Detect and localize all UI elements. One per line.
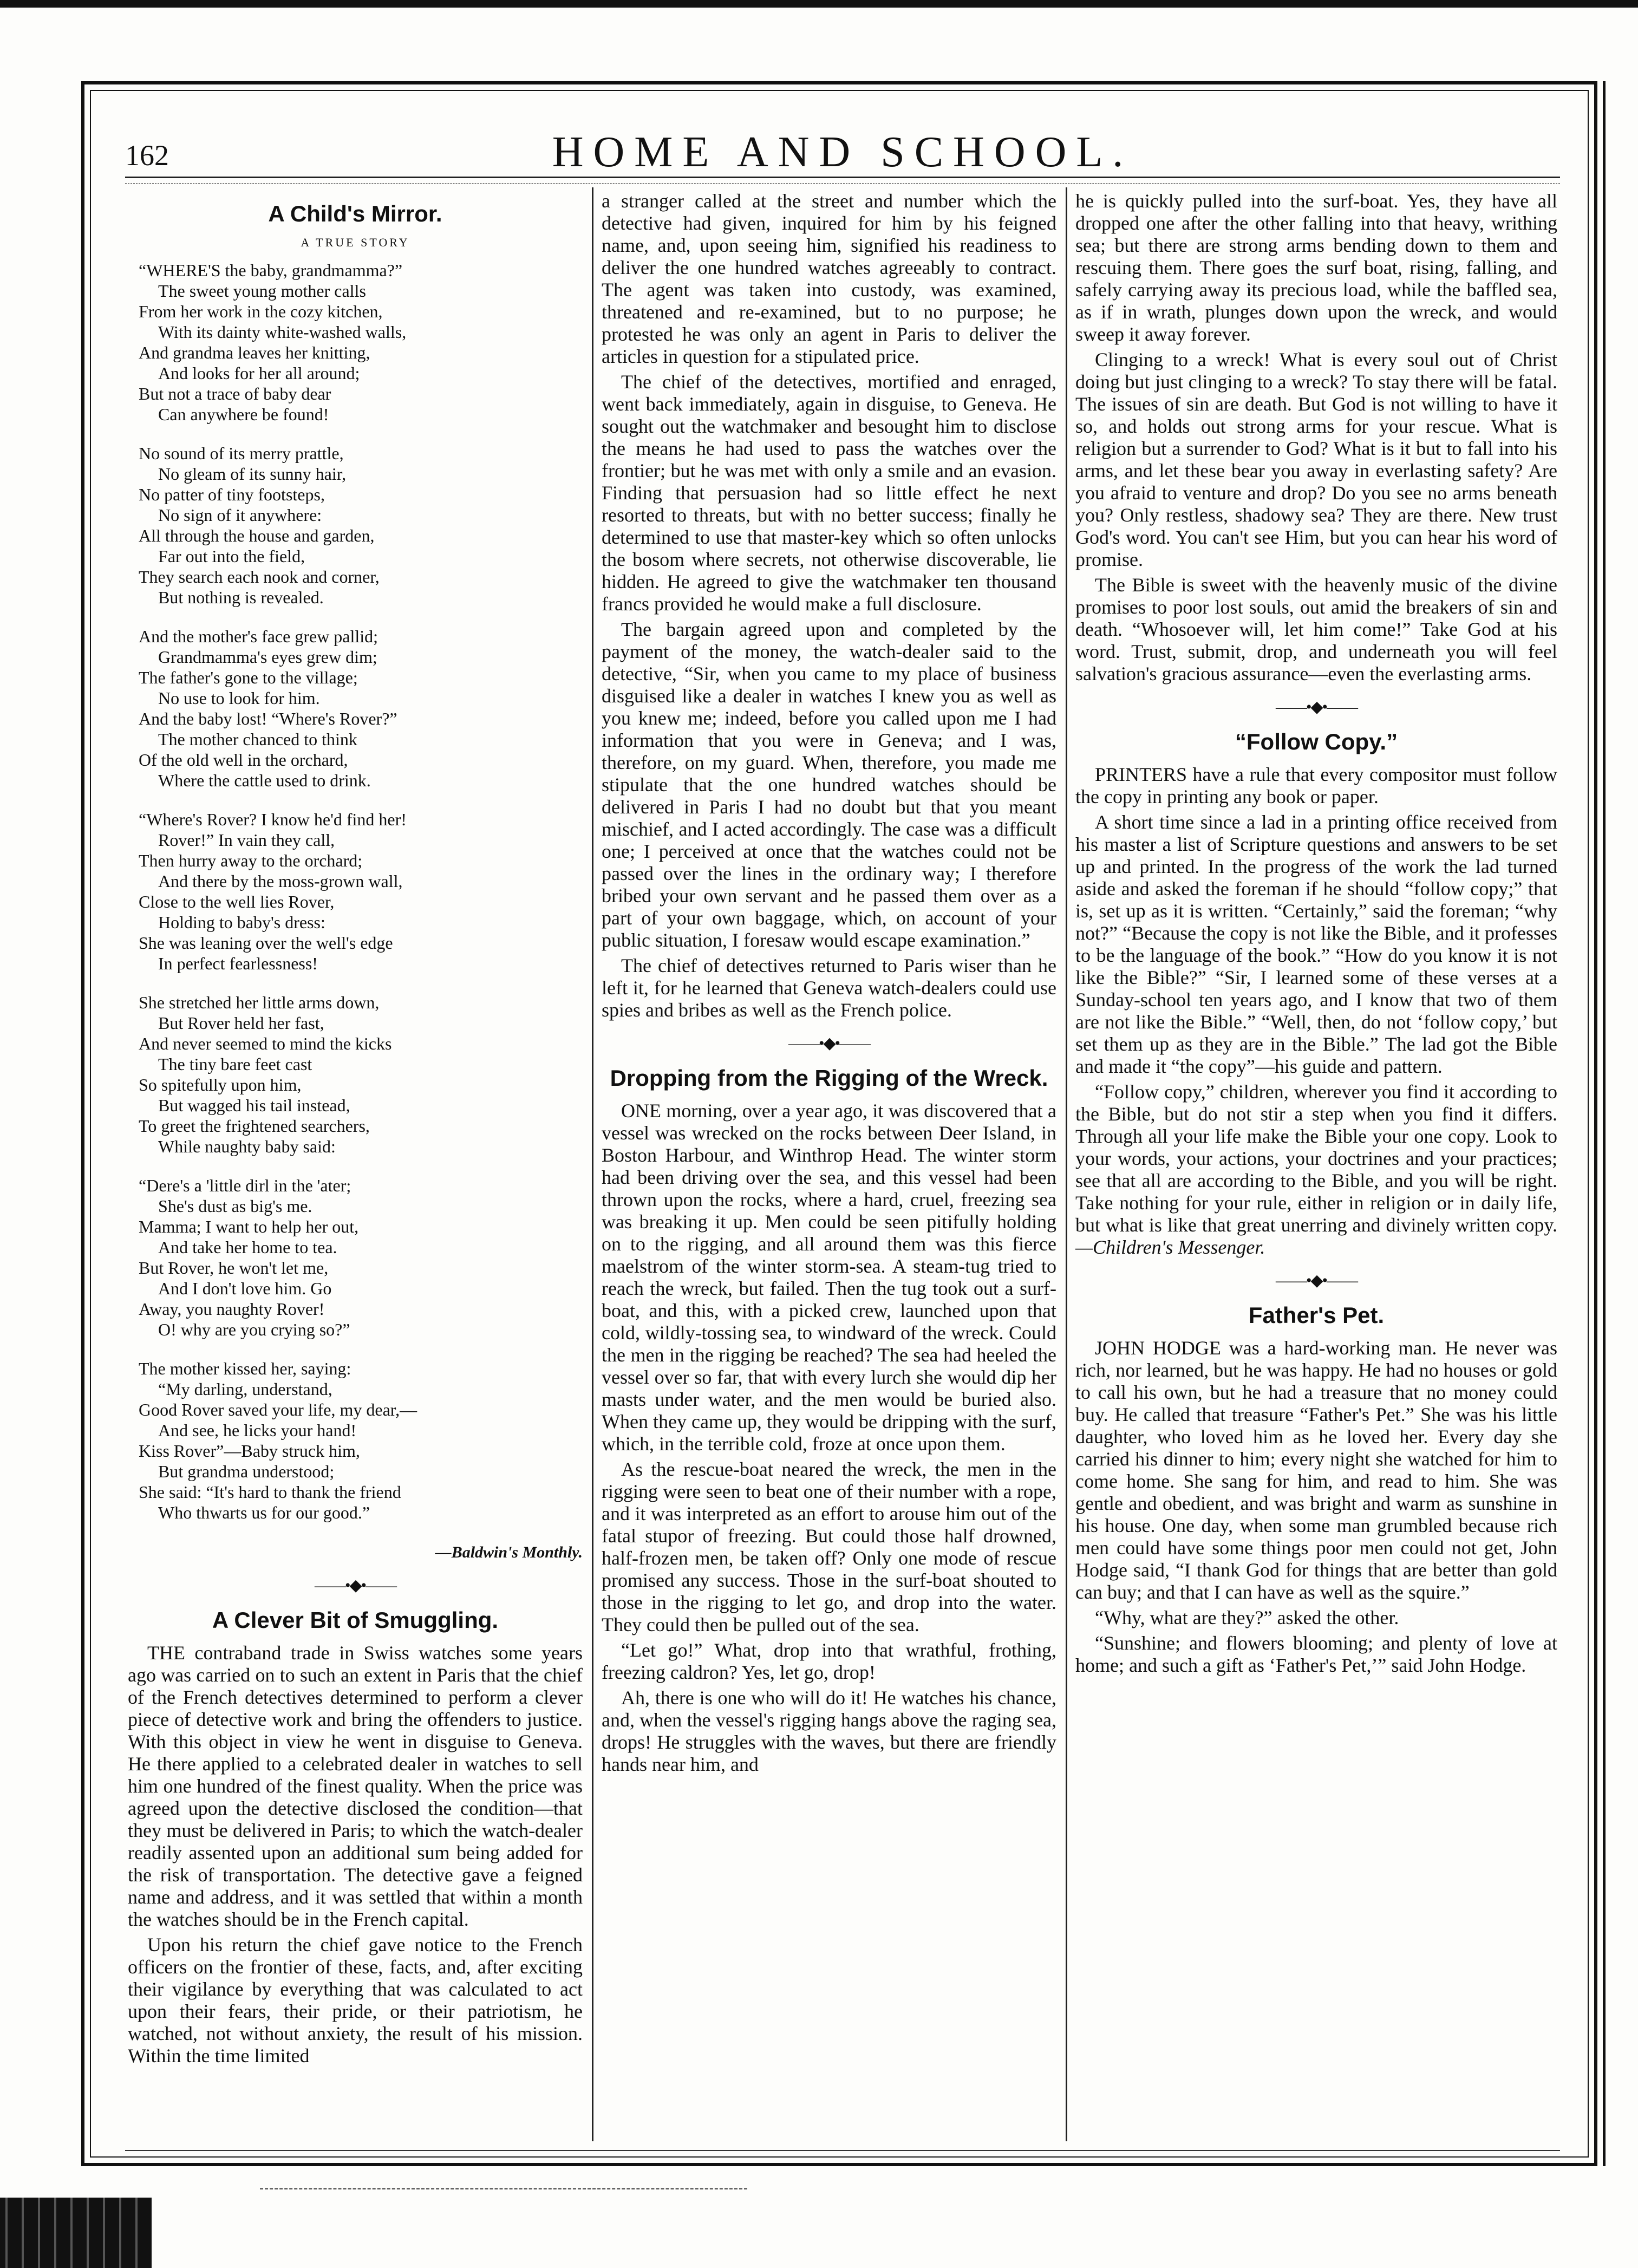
poem-attribution: —Baldwin's Monthly. xyxy=(435,1543,583,1561)
header-rule xyxy=(125,177,1560,178)
poem-stanza xyxy=(139,992,583,1157)
follow-copy-paragraph xyxy=(1075,1081,1557,1259)
ink-blot xyxy=(0,2198,152,2268)
follow-copy-paragraph: PRINTERS have a rule that every compositor must follow the copy in printing any book or paper. xyxy=(1075,764,1557,807)
column-2 xyxy=(602,190,1056,1779)
poem-line: And the baby lost! “Where's Rover?” xyxy=(139,709,397,728)
poem-line: Holding to baby's dress: xyxy=(158,913,325,932)
poem-line: “Where's Rover? I know he'd find her! xyxy=(139,810,407,829)
poem-line: Away, you naughty Rover! xyxy=(139,1299,325,1319)
poem-line: No gleam of its sunny hair, xyxy=(158,464,347,484)
poem-stanza xyxy=(139,626,583,791)
column-1 xyxy=(128,190,583,2070)
poem-line: But Rover held her fast, xyxy=(158,1013,324,1033)
bottom-dashed-rule xyxy=(260,2188,747,2189)
wreck-paragraph: Clinging to a wreck! What is every soul out of Christ doing but just clinging to a wreck? To stay there will be fatal. The issues of sin are death. But God is not willing to have it so, and holds out strong arms for your rescue. What is religion but a surrender to God? What is it but to fall into his arms, and let these bear you away in everlasting safety? Are you afraid to venture and drop? Do you see no arms beneath you? Only restless, shadowy sea? They are there. New trust God's word. You can't see Him, but you can hear his word of promise. xyxy=(1075,349,1557,570)
poem-line: Of the old well in the orchard, xyxy=(139,750,348,770)
wreck-paragraph: As the rescue-boat neared the wreck, the men in the rigging were seen to beat one of their number with a rope, and it was interpreted as an effort to arouse him out of the fatal stupor of freezing. But could those half drowned, half-frozen men, be taken off? Only one mode of rescue promised any success. Those in the surf-boat shouted to those in the rigging to let go, and drop into the water. They could then be pulled out of the sea. xyxy=(602,1458,1056,1635)
poem-line: And there by the moss-grown wall, xyxy=(158,871,403,891)
column-rule-1 xyxy=(592,187,593,2141)
follow-copy-attribution: —Children's Messenger. xyxy=(1075,1236,1265,1258)
wreck-paragraph: he is quickly pulled into the surf-boat. Yes, they have all dropped one after the other falling into that heavy, writhing sea; but there are strong arms bending down to them and rescuing them. There goes the surf boat, rising, falling, and safely carrying away its precious load, while the baffled sea, as if in wrath, plunges down upon the wreck, and would sweep it away forever. xyxy=(1075,190,1557,345)
section-ornament: ——•◆•—— xyxy=(314,1576,396,1594)
poem-line: Kiss Rover”—Baby struck him, xyxy=(139,1441,360,1461)
poem-line: Close to the well lies Rover, xyxy=(139,892,335,911)
smuggling-title: A Clever Bit of Smuggling. xyxy=(212,1607,499,1633)
smuggling-paragraph: THE contraband trade in Swiss watches some years ago was carried on to such an extent in Paris that the chief of the French detectives determined to perform a clever piece of detective work and bring the offenders to justice. With this object in view he went in disguise to Geneva. He there applied to a celebrated dealer in watches to sell him one hundred of the finest quality. When the price was agreed upon the detective disclosed the condition—that they must be delivered in Paris; to which the watch-dealer readily assented upon an additional sum being added for the risk of transportation. The detective gave a feigned name and address, and it was settled that within a month the watches should be in the French capital. xyxy=(128,1642,583,1930)
poem-line: She's dust as big's me. xyxy=(158,1196,312,1216)
follow-copy-paragraph: A short time since a lad in a printing office received from his master a list of Scripture questions and answers to be set up and printed. In the progress of the work the lad turned aside and asked the foreman if he should “follow copy;” that is, set up as it is written. “Certainly,” said the foreman; “why not?” “Because the copy is not like the Bible, and it professes to be the language of the book.” “How do you know it is not like the Bible?” “Sir, I learned some of these verses at a Sunday-school ten years ago, and I know that two of them are not like the Bible.” “Well, then, do not ‘follow copy,’ but set them up as they are in the Bible.” The lad got the Bible and made it “the copy”—his guide and pattern. xyxy=(1075,811,1557,1077)
poem-line: She stretched her little arms down, xyxy=(139,993,380,1012)
poem-line: From her work in the cozy kitchen, xyxy=(139,302,383,321)
poem-line: And the mother's face grew pallid; xyxy=(139,627,378,646)
poem-line: No sound of its merry prattle, xyxy=(139,444,344,463)
header-rule-dashed xyxy=(125,183,1560,184)
poem-line: No sign of it anywhere: xyxy=(158,505,322,525)
fathers-pet-paragraph: “Sunshine; and flowers blooming; and plenty of love at home; and such a gift as ‘Father's Pet,’” said John Hodge. xyxy=(1075,1632,1557,1676)
poem-body xyxy=(128,260,583,1523)
wreck-paragraph: The Bible is sweet with the heavenly music of the divine promises to poor lost souls, out amid the breakers of sin and death. “Whosoever will, let him come!” Take God at his word. Trust, submit, drop, and underneath you will feel salvation's gracious assurance—even the everlasting arms. xyxy=(1075,574,1557,685)
poem-line: But Rover, he won't let me, xyxy=(139,1258,329,1278)
poem-line: And take her home to tea. xyxy=(158,1237,337,1257)
poem-line: Mamma; I want to help her out, xyxy=(139,1217,359,1236)
wreck-paragraph: ONE morning, over a year ago, it was discovered that a vessel was wrecked on the rocks between Deer Island, in Boston Harbour, and Winthrop Head. The winter storm had been driving over the sea, and this vessel had been thrown upon the rocks, where a hard, cruel, freezing sea was breaking it up. Men could be seen pitifully holding on to the rigging, and all around them was this fierce maelstrom of the winter storm-sea. A steam-tug tried to reach the wreck, but failed. Then the tug took out a surf-boat, and this, with a picked crew, launched upon that cold, wildly-tossing sea, to windward of the wreck. Could the men in the rigging be reached? The sea had heeled the vessel over so far, that with every lurch she would dip her masts under water, and the men would be buried also. When they came up, they would be dripping with the surf, which, in the terrible cold, froze at once upon them. xyxy=(602,1100,1056,1455)
poem-line: So spitefully upon him, xyxy=(139,1075,302,1094)
poem-line: But wagged his tail instead, xyxy=(158,1096,350,1115)
poem-stanza xyxy=(139,443,583,608)
fathers-pet-title: Father's Pet. xyxy=(1248,1302,1385,1328)
poem-stanza xyxy=(139,1358,583,1523)
fathers-pet-paragraph: “Why, what are they?” asked the other. xyxy=(1095,1607,1399,1628)
poem-line: And I don't love him. Go xyxy=(158,1279,332,1298)
newspaper-page xyxy=(81,81,1597,2166)
section-ornament: ——•◆•—— xyxy=(788,1034,870,1052)
poem-line: All through the house and garden, xyxy=(139,526,375,545)
column-3 xyxy=(1075,190,1557,1680)
poem-subtitle: A TRUE STORY xyxy=(301,236,410,249)
poem-stanza xyxy=(139,809,583,974)
poem-line: O! why are you crying so?” xyxy=(158,1320,350,1339)
section-ornament: ——•◆•—— xyxy=(1275,698,1358,716)
poem-stanza xyxy=(139,1175,583,1340)
poem-line: She was leaning over the well's edge xyxy=(139,933,393,953)
poem-line: To greet the frightened searchers, xyxy=(139,1116,370,1136)
poem-line: “My darling, understand, xyxy=(158,1379,332,1399)
poem-line: And never seemed to mind the kicks xyxy=(139,1034,392,1053)
smuggling-paragraph: The bargain agreed upon and completed by the payment of the money, the watch-dealer said to the detective, “Sir, when you came to my place of business disguised like a dealer in watches I knew you as well as you knew me; indeed, before you called upon me I had information that you were in Geneva; and I was, therefore, on my guard. When, therefore, you made me stipulate that the one hundred watches should be delivered in Paris I had no doubt but that you meant mischief, and I acted accordingly. The case was a difficult one; I perceived at once that the watches could not be passed over the lines in the ordinary way; I therefore bribed your own servant and he passed them over as a part of your own baggage, which, on account of your public situation, I foresaw would escape examination.” xyxy=(602,618,1056,951)
poem-line: The mother chanced to think xyxy=(158,729,357,749)
poem-line: In perfect fearlessness! xyxy=(158,954,318,973)
poem-line: Good Rover saved your life, my dear,— xyxy=(139,1400,417,1419)
column-rule-2 xyxy=(1066,187,1067,2141)
poem-line: But not a trace of baby dear xyxy=(139,384,331,403)
poem-title: A Child's Mirror. xyxy=(268,201,442,226)
poem-line: And grandma leaves her knitting, xyxy=(139,343,370,362)
poem-line: While naughty baby said: xyxy=(158,1137,336,1156)
poem-line: “WHERE'S the baby, grandmamma?” xyxy=(139,260,403,280)
wreck-paragraph: Ah, there is one who will do it! He watches his chance, and, when the vessel's rigging hangs above the raging sea, drops! He struggles with the waves, but there are friendly hands near him, and xyxy=(602,1687,1056,1775)
poem-line: The father's gone to the village; xyxy=(139,668,358,687)
poem-line: Far out into the field, xyxy=(158,546,305,566)
follow-copy-title: “Follow Copy.” xyxy=(1235,729,1398,754)
poem-line: No use to look for him. xyxy=(158,688,320,708)
poem-line: Where the cattle used to drink. xyxy=(158,771,371,790)
poem-line: Who thwarts us for our good.” xyxy=(158,1503,370,1522)
adjacent-page-edge xyxy=(1603,81,1638,2166)
page-number: 162 xyxy=(125,139,169,172)
follow-copy-text: “Follow copy,” children, wherever you find it according to the Bible, but do not stir a step when you find it differs. Through all your life make the Bible your one copy. Look to your words, your actions, your doctrines and your practices; see that all are according to the Bible, and you will be right. Take nothing for your rule, either in religion or in daily life, but what is like that great unerring and divinely written copy. xyxy=(1075,1081,1557,1236)
footer-rule xyxy=(125,2150,1560,2151)
poem-line: Can anywhere be found! xyxy=(158,405,329,424)
smuggling-paragraph: Upon his return the chief gave notice to the French officers on the frontier of these, facts, and, after exciting their vigilance by everything that was calculated to act upon their fears, their pride, or their patriotism, he watched, not without anxiety, the result of his mission. Within the time limited xyxy=(128,1934,583,2067)
running-title: HOME AND SCHOOL. xyxy=(552,128,1133,176)
poem-line: “Dere's a 'little dirl in the 'ater; xyxy=(139,1176,351,1195)
poem-stanza xyxy=(139,260,583,425)
poem-line: She said: “It's hard to thank the friend xyxy=(139,1482,401,1502)
section-ornament: ——•◆•—— xyxy=(1275,1272,1358,1289)
smuggling-paragraph: a stranger called at the street and number which the detective had given, inquired for him by his feigned name, and, upon seeing him, signified his readiness to deliver the one hundred watches agreeably to contract. The agent was taken into custody, was examined, threatened and re-examined, but to no purpose; he protested he was only an agent in Paris to deliver the articles in question for a stipulated price. xyxy=(602,190,1056,367)
smuggling-paragraph: The chief of detectives returned to Paris wiser than he left it, for he learned that Geneva watch-dealers could use spies and bribes as well as the French police. xyxy=(602,955,1056,1021)
poem-line: The mother kissed her, saying: xyxy=(139,1359,351,1378)
poem-line: They search each nook and corner, xyxy=(139,567,380,586)
page-header xyxy=(125,122,1560,187)
poem-line: Then hurry away to the orchard; xyxy=(139,851,363,870)
wreck-paragraph: “Let go!” What, drop into that wrathful, frothing, freezing caldron? Yes, let go, drop! xyxy=(602,1639,1056,1683)
fathers-pet-paragraph: JOHN HODGE was a hard-working man. He never was rich, nor learned, but he was happy. He had no houses or gold to call his own, but he had a treasure that no money could buy. He called that treasure “Father's Pet.” She was his little daughter, who loved him as he loved her. Every day she carried his dinner to him; every night she watched for him to come home. She sang for him, and read to him. She was gentle and obedient, and was bright and warm as sunshine in his house. One day, when some man grumbled because rich men could have some things poor men could not get, John Hodge said, “I thank God for things that are better than gold can buy; and that I can have as well as the squire.” xyxy=(1075,1337,1557,1603)
wreck-title: Dropping from the Rigging of the Wreck. xyxy=(610,1065,1048,1091)
top-edge-rule xyxy=(0,0,1638,8)
poem-line: The sweet young mother calls xyxy=(158,281,366,301)
poem-line: And looks for her all around; xyxy=(158,363,360,383)
poem-line: No patter of tiny footsteps, xyxy=(139,485,325,504)
smuggling-paragraph: The chief of the detectives, mortified and enraged, went back immediately, again in disguise, to Geneva. He sought out the watchmaker and besought him to disclose the means he had used to pass the watches over the frontier; but he was met with only a smile and an evasion. Finding that persuasion had so little effect he next resorted to threats, but with no better success; finally he determined to use that master-key which so often unlocks the bosom where secrets, not otherwise discoverable, lie hidden. He agreed to give the watchmaker ten thousand francs provided he would make a full disclosure. xyxy=(602,371,1056,615)
poem-line: The tiny bare feet cast xyxy=(158,1054,312,1074)
poem-line: Grandmamma's eyes grew dim; xyxy=(158,647,377,667)
poem-line: But nothing is revealed. xyxy=(158,588,324,607)
poem-line: With its dainty white-washed walls, xyxy=(158,322,407,342)
poem-line: And see, he licks your hand! xyxy=(158,1420,357,1440)
poem-line: But grandma understood; xyxy=(158,1462,335,1481)
poem-line: Rover!” In vain they call, xyxy=(158,830,335,850)
